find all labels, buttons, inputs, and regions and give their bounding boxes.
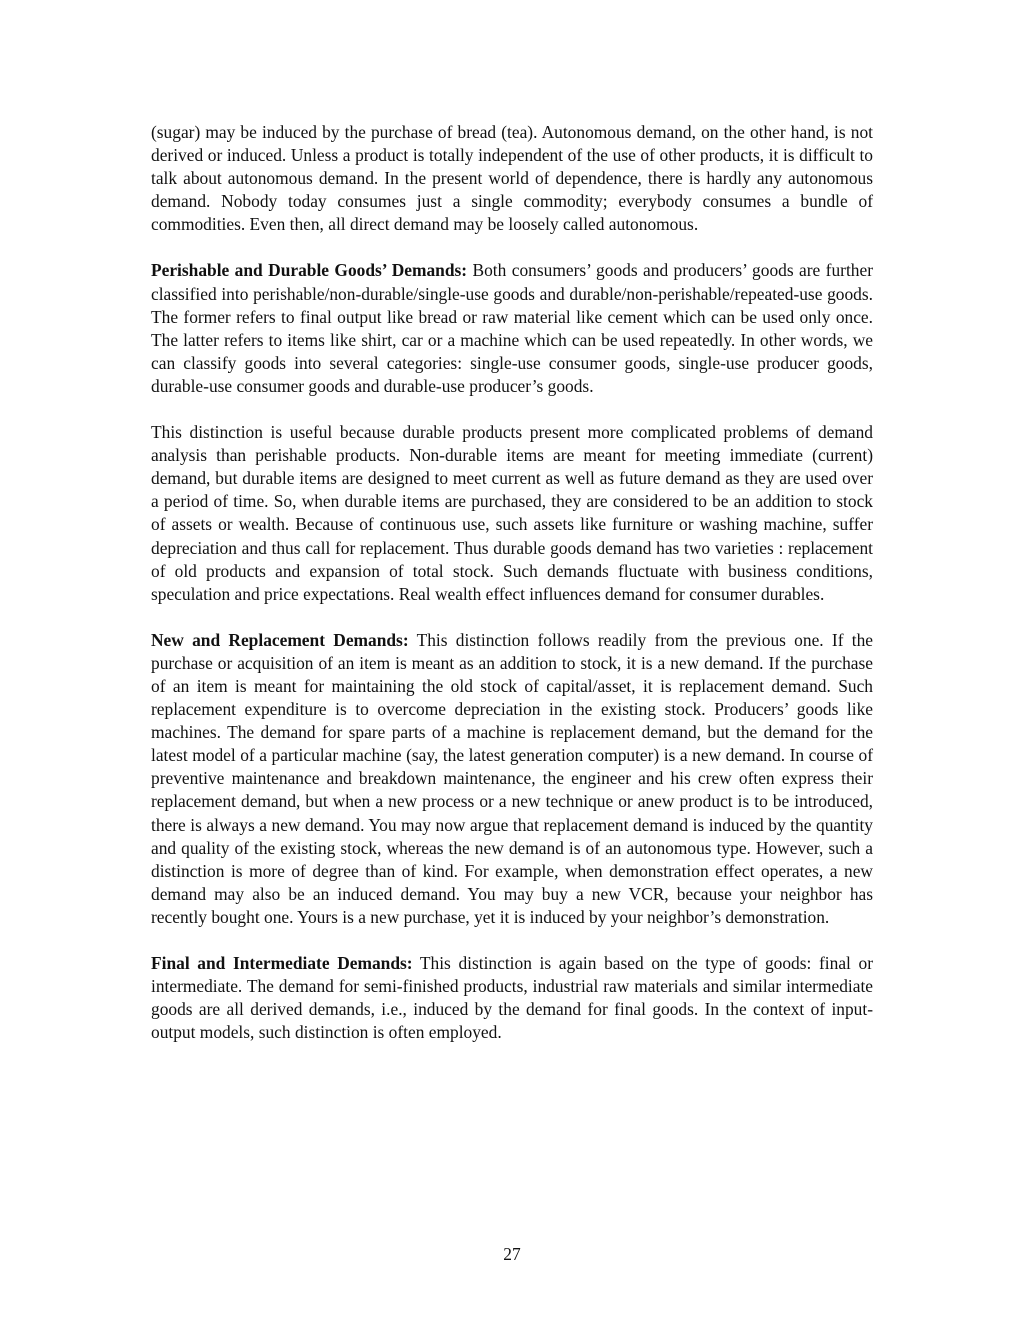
paragraph-text: This distinction is useful because durable products present more complicated problems of demand analysis than perishable products. Non-durable items are meant for meeting immediate (current) demand, but durable items are designed to meet current as well as future demand as they are used over a period of time. So, when durable items are purchased, they are considered to be an addition to stock of assets or wealth. Because of continuous use, such assets like furniture or washing machine, suffer depreciation and thus call for replacement. Thus durable goods demand has two varieties : replacement of old products and expansion of total stock. Such demands fluctuate with business conditions, speculation and price expectations. Real wealth effect influences demand for consumer durables. [151, 422, 873, 604]
paragraph-autonomous-demand [151, 121, 873, 236]
page-body [151, 121, 873, 1067]
paragraph-heading: Final and Intermediate Demands: [151, 953, 413, 973]
paragraph-text: Both consumers’ goods and producers’ goods are further classified into perishable/non-durable/single-use goods and durable/non-perishable/repeated-use goods. The former refers to final output like bread or raw material like cement which can be used only once. The latter refers to items like shirt, car or a machine which can be used repeatedly. In other words, we can classify goods into several categories: single-use consumer goods, single-use producer goods, durable-use consumer goods and durable-use producer’s goods. [151, 260, 873, 396]
paragraph-distinction [151, 421, 873, 606]
paragraph-text: This distinction is again based on the type of goods: final or intermediate. The demand for semi-finished products, industrial raw materials and similar intermediate goods are all derived demands, i.e., induced by the demand for final goods. In the context of input-output models, such distinction is often employed. [151, 953, 873, 1043]
paragraph-text: (sugar) may be induced by the purchase of bread (tea). Autonomous demand, on the other hand, is not derived or induced. Unless a product is totally independent of the use of other products, it is difficult to talk about autonomous demand. In the present world of dependence, there is hardly any autonomous demand. Nobody today consumes just a single commodity; everybody consumes a bundle of commodities. Even then, all direct demand may be loosely called autonomous. [151, 122, 873, 235]
paragraph-perishable-durable [151, 259, 873, 398]
paragraph-final-intermediate [151, 952, 873, 1044]
paragraph-text: This distinction follows readily from the previous one. If the purchase or acquisition of an item is meant as an addition to stock, it is a new demand. If the purchase of an item is meant for maintaining the old stock of capital/asset, it is replacement demand. Such replacement expenditure is to overcome depreciation in the existing stock. Producers’ goods like machines. The demand for spare parts of a machine is replacement demand, but the demand for the latest model of a particular machine (say, the latest generation computer) is a new demand. In course of preventive maintenance and breakdown maintenance, the engineer and his crew often express their replacement demand, but when a new process or a new technique or anew product is to be introduced, there is always a new demand. You may now argue that replacement demand is induced by the quantity and quality of the existing stock, whereas the new demand is of an autonomous type. However, such a distinction is more of degree than of kind. For example, when demonstration effect operates, a new demand may also be an induced demand. You may buy a new VCR, because your neighbor has recently bought one. Yours is a new purchase, yet it is induced by your neighbor’s demonstration. [151, 629, 873, 927]
page-number: 27 [503, 1244, 521, 1264]
paragraph-new-replacement [151, 629, 873, 929]
paragraph-heading: New and Replacement Demands: [151, 629, 409, 650]
paragraph-heading: Perishable and Durable Goods’ Demands: [151, 260, 468, 281]
